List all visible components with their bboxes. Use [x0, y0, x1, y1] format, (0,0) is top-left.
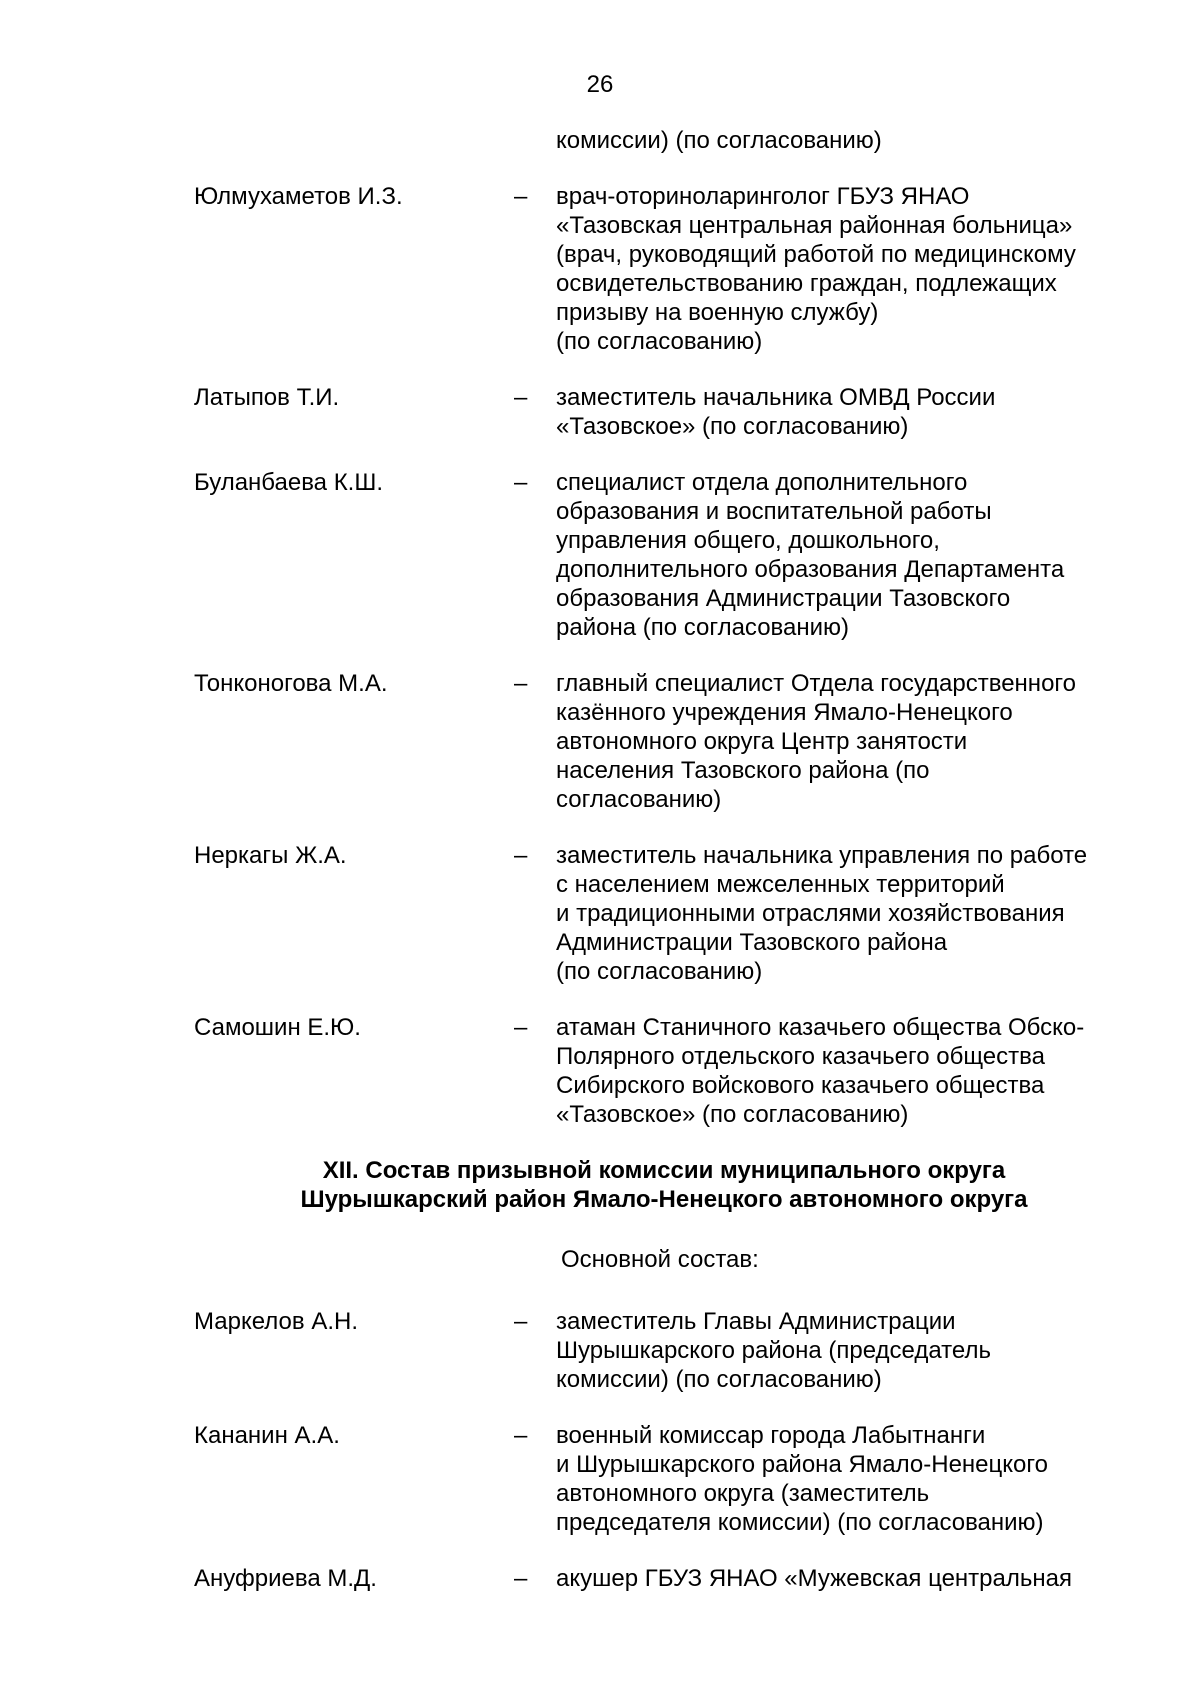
member-position: заместитель Главы Администрации Шурышкарского района (председатель комиссии) (по согласованию)	[556, 1308, 991, 1393]
member-position: заместитель начальника управления по работе с населением межселенных территорий и традиционными отраслями хозяйствования Администрации Тазовского района (по согласованию)	[556, 842, 1088, 985]
continuation-text: комиссии) (по согласованию)	[556, 127, 882, 154]
document-body	[194, 126, 1134, 1620]
member-name: Неркагы Ж.А.	[194, 842, 347, 869]
member-name: Ануфриева М.Д.	[194, 1565, 377, 1592]
member-position: атаман Станичного казачьего общества Обско- Полярного отдельского казачьего общества Сибирского войскового казачьего общества «Тазовское» (по согласованию)	[556, 1014, 1085, 1128]
member-position: заместитель начальника ОМВД России «Тазовское» (по согласованию)	[556, 384, 996, 440]
member-list-tazovsky	[194, 182, 1134, 1129]
member-entry	[194, 1421, 1134, 1537]
member-entry	[194, 182, 1134, 356]
member-entry	[194, 1013, 1134, 1129]
dash-separator: –	[514, 670, 528, 697]
section-heading: XII. Состав призывной комиссии муниципального округа Шурышкарский район Ямало-Ненецкого автономного округа	[300, 1157, 1028, 1213]
member-position: специалист отдела дополнительного образования и воспитательной работы управления общего, дошкольного, дополнительного образования Департамента образования Администрации Тазовского района (по согласованию)	[556, 469, 1065, 641]
member-entry	[194, 1307, 1134, 1394]
subheading: Основной состав:	[561, 1246, 759, 1273]
dash-separator: –	[514, 842, 528, 869]
dash-separator: –	[514, 183, 528, 210]
member-name: Тонконогова М.А.	[194, 670, 388, 697]
dash-separator: –	[514, 1565, 528, 1592]
dash-separator: –	[514, 469, 528, 496]
member-name: Самошин Е.Ю.	[194, 1014, 361, 1041]
page-number: 26	[586, 71, 614, 98]
member-position: военный комиссар города Лабытнанги и Шурышкарского района Ямало-Ненецкого автономного округа (заместитель председателя комиссии) (по согласованию)	[556, 1422, 1048, 1536]
member-name: Юлмухаметов И.З.	[194, 183, 403, 210]
member-entry	[194, 468, 1134, 642]
member-entry	[194, 841, 1134, 986]
member-name: Буланбаева К.Ш.	[194, 469, 383, 496]
member-position: акушер ГБУЗ ЯНАО «Мужевская центральная	[556, 1565, 1072, 1592]
member-position: врач-оториноларинголог ГБУЗ ЯНАО «Тазовская центральная районная больница» (врач, руководящий работой по медицинскому освидетельствованию граждан, подлежащих призыву на военную службу) (по согласованию)	[556, 183, 1076, 355]
dash-separator: –	[514, 1308, 528, 1335]
dash-separator: –	[514, 1014, 528, 1041]
member-entry	[194, 1564, 1134, 1593]
member-name: Кананин А.А.	[194, 1422, 340, 1449]
member-entry	[194, 669, 1134, 814]
member-entry	[194, 383, 1134, 441]
member-list-shuryshkarsky	[194, 1307, 1134, 1593]
dash-separator: –	[514, 384, 528, 411]
member-name: Маркелов А.Н.	[194, 1308, 358, 1335]
member-name: Латыпов Т.И.	[194, 384, 340, 411]
member-position: главный специалист Отдела государственного казённого учреждения Ямало-Ненецкого автономного округа Центр занятости населения Тазовского района (по согласованию)	[556, 670, 1076, 813]
dash-separator: –	[514, 1422, 528, 1449]
